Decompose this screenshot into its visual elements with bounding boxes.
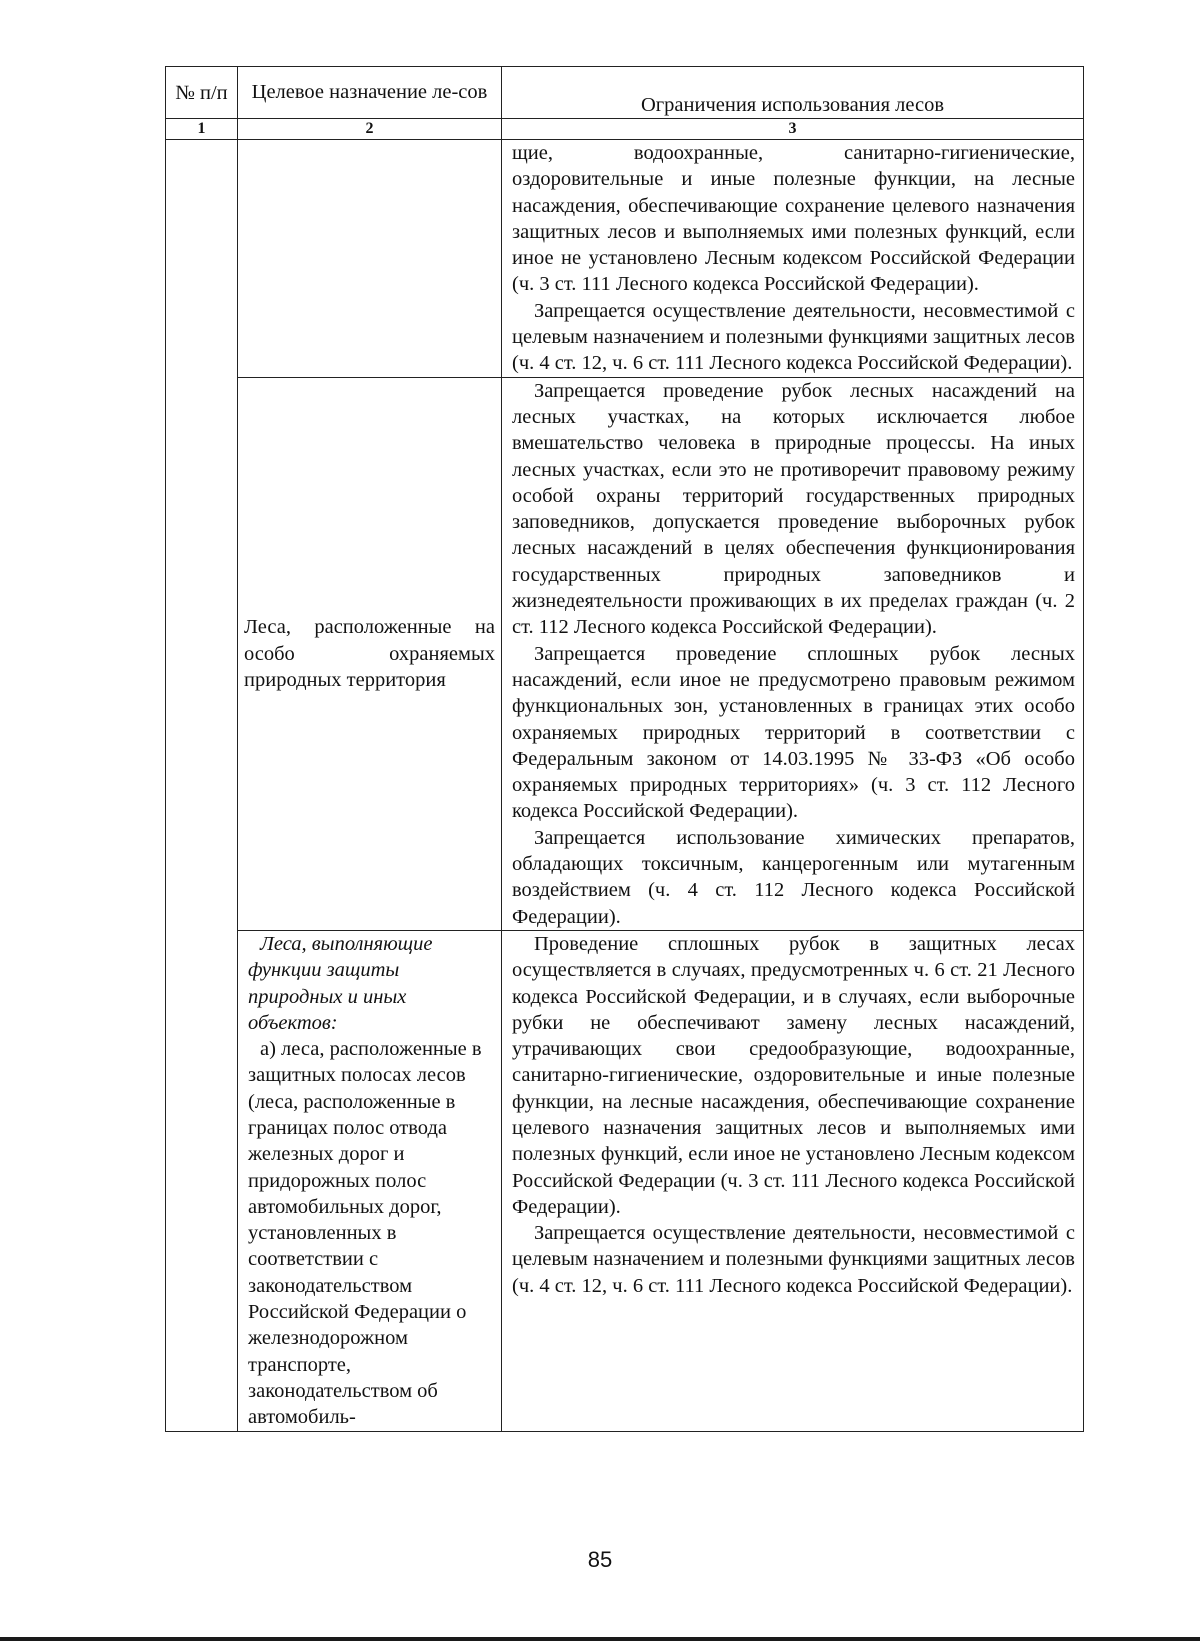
limitations-paragraph: Запрещается проведение сплошных рубок лесных насаждений, если иное не предусмотрено правовым режимом функциональных зон, установленных в границах этих особо охраняемых природных территорий в соответствии с Федеральным законом от 14.03.1995 № 33-ФЗ «Об особо охраняемых природных территориях» (ч. 3 ст. 112 Лесного кодекса Российской Федерации). [512,642,1075,823]
purpose-cell [238,377,502,930]
column-number: 1 [166,119,238,140]
page-number: 85 [587,1547,613,1572]
purpose-cell-continued [238,140,502,378]
row-number-cell [166,140,238,1432]
purpose-text: Леса, расположенные на особо охраняемых природных территория [244,616,495,691]
column-numbers-row [166,119,1084,140]
purpose-cell [238,930,502,1431]
limitations-cell [502,377,1084,930]
limitations-paragraph: щие, водоохранные, санитарно-гигиенические, оздоровительные и иные полезные функции, на лесные насаждения, обеспечивающие сохранение целевого назначения защитных лесов и выполняемых ими полезных функций, если иное не установлено Лесным кодексом Российской Федерации (ч. 3 ст. 111 Лесного кодекса Российской Федерации). [512,142,1075,296]
limitations-paragraph: Проведение сплошных рубок в защитных лесах осуществляется в случаях, предусмотренных ч. 6 ст. 21 Лесного кодекса Российской Федерации, и в случаях, если выборочные рубки не обеспечивают замену лесных насаждений, утрачивающих свои средообразующие, водоохранные, санитарно-гигиенические, оздоровительные и иные полезные функции, на лесные насаждения, обеспечивающие сохранение целевого назначения защитных лесов и выполняемых ими полезных функций, если иное не установлено Лесным кодексом Российской Федерации (ч. 3 ст. 111 Лесного кодекса Российской Федерации). [512,932,1075,1218]
purpose-heading: Леса, выполняющие функции защиты природных и иных объектов: [248,932,433,1034]
forest-limitations-table [165,66,1084,1432]
limitations-cell [502,140,1084,378]
column-number: 3 [502,119,1084,140]
header-limitations-cell: Ограничения использования лесов [502,67,1084,119]
limitations-paragraph: Запрещается проведение рубок лесных насаждений на лесных участках, на которых исключается любое вмешательство человека в природные процессы. На иных лесных участках, если это не противоречит правовому режиму особой охраны территорий государственных природных заповедников, допускается проведение выборочных рубок лесных насаждений в целях обеспечения функционирования государственных природных заповедников и жизнедеятельности проживающих в их пределах граждан (ч. 2 ст. 112 Лесного кодекса Российской Федерации). [512,379,1075,639]
limitations-paragraph: Запрещается осуществление деятельности, несовместимой с целевым назначением и полезными функциями защитных лесов (ч. 4 ст. 12, ч. 6 ст. 111 Лесного кодекса Российской Федерации). [512,299,1075,375]
table-row [166,930,1084,1431]
column-number: 2 [238,119,502,140]
purpose-item: а) леса, расположенные в защитных полосах лесов (леса, расположенные в границах полос отвода железных дорог и придорожных полос автомобильных дорог, установленных в соответствии с законодательством Российской Федерации о железнодорожном транспорте, законодательством об автомобиль- [248,1038,482,1429]
scan-edge-rule [0,1637,1200,1641]
header-purpose-cell: Целевое назначение ле-сов [238,67,502,119]
table-header-row [166,67,1084,119]
limitations-paragraph: Запрещается осуществление деятельности, несовместимой с целевым назначением и полезными функциями защитных лесов (ч. 4 ст. 12, ч. 6 ст. 111 Лесного кодекса Российской Федерации). [512,1222,1075,1297]
limitations-paragraph: Запрещается использование химических препаратов, обладающих токсичным, канцерогенным или мутагенным воздействием (ч. 4 ст. 112 Лесного кодекса Российской Федерации). [512,826,1075,928]
header-number-cell: № п/п [166,67,238,119]
limitations-cell [502,930,1084,1431]
table-row [166,377,1084,930]
table-row [166,140,1084,378]
